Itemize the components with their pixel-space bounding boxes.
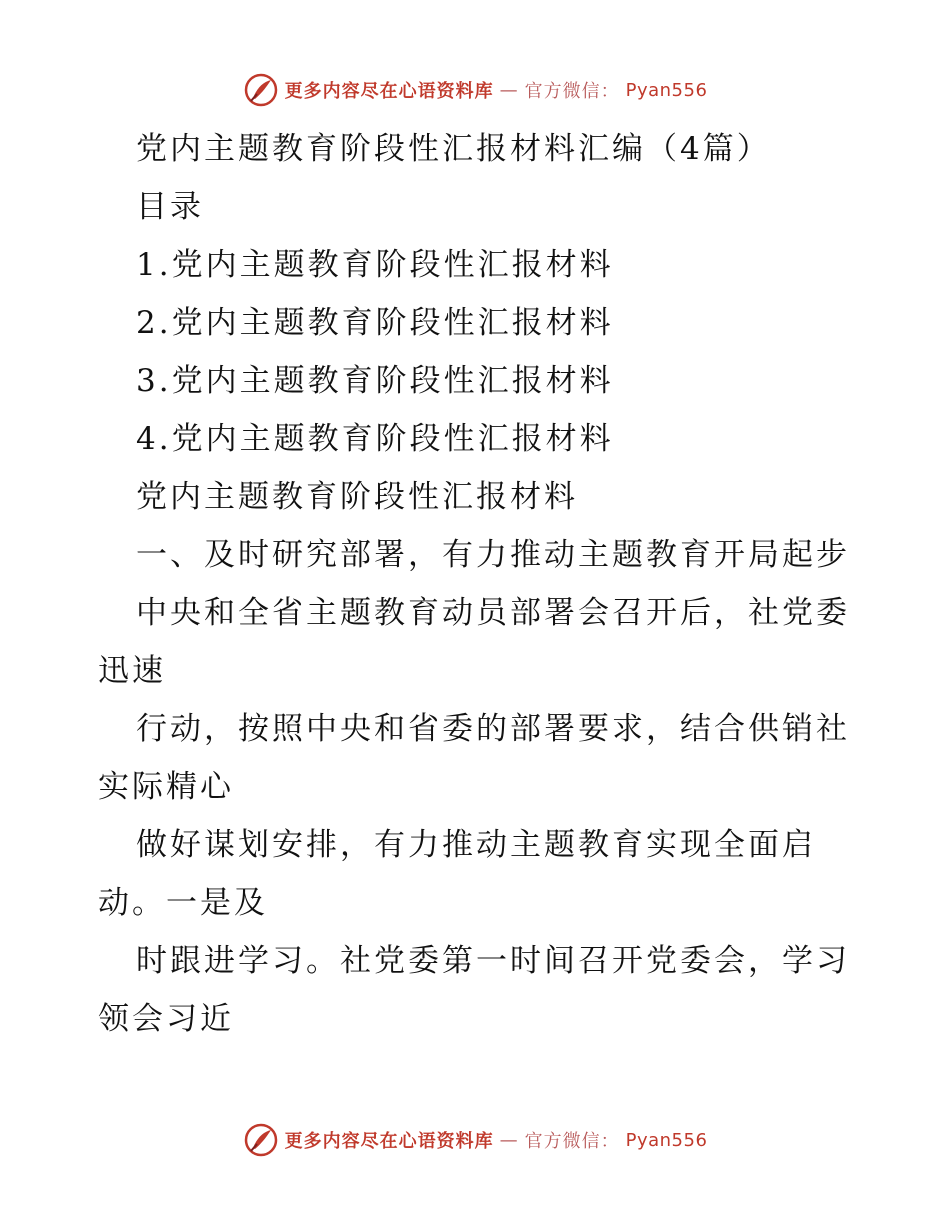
watermark-wechat-label: 官方微信： — [524, 81, 620, 102]
feather-pen-logo-icon — [243, 1122, 279, 1158]
watermark-main-text: 更多内容尽在心语资料库 — [284, 1131, 494, 1152]
watermark-separator: — — [499, 79, 519, 101]
toc-heading: 目录 — [136, 189, 204, 225]
feather-pen-logo-icon — [243, 72, 279, 108]
watermark-wechat-id: Pyan556 — [625, 79, 708, 101]
watermark-wechat-label: 官方微信： — [524, 1131, 620, 1152]
toc-item: 4.党内主题教育阶段性汇报材料 — [136, 421, 614, 457]
watermark-separator: — — [499, 1129, 519, 1151]
document-title: 党内主题教育阶段性汇报材料汇编（4篇） — [136, 131, 771, 167]
toc-item: 1.党内主题教育阶段性汇报材料 — [136, 247, 614, 283]
toc-item: 3.党内主题教育阶段性汇报材料 — [136, 363, 614, 399]
section-title: 党内主题教育阶段性汇报材料 — [136, 479, 578, 515]
document-body — [98, 120, 858, 1048]
section-heading: 一、及时研究部署，有力推动主题教育开局起步 — [136, 537, 850, 573]
paragraph-line: 中央和全省主题教育动员部署会召开后，社党委 — [136, 595, 850, 631]
paragraph-line-continuation: 迅速 — [98, 653, 166, 689]
watermark-wechat-id: Pyan556 — [625, 1129, 708, 1151]
watermark-footer — [0, 1122, 950, 1158]
paragraph-line-continuation: 实际精心 — [98, 769, 234, 805]
watermark-main-text: 更多内容尽在心语资料库 — [284, 81, 494, 102]
paragraph-line-continuation: 领会习近 — [98, 1001, 234, 1037]
paragraph-line-continuation: 动。一是及 — [98, 885, 268, 921]
paragraph-line: 行动，按照中央和省委的部署要求，结合供销社 — [136, 711, 850, 747]
paragraph-line: 时跟进学习。社党委第一时间召开党委会，学习 — [136, 943, 850, 979]
toc-item: 2.党内主题教育阶段性汇报材料 — [136, 305, 614, 341]
watermark-header — [0, 72, 950, 108]
paragraph-line: 做好谋划安排，有力推动主题教育实现全面启 — [136, 827, 816, 863]
